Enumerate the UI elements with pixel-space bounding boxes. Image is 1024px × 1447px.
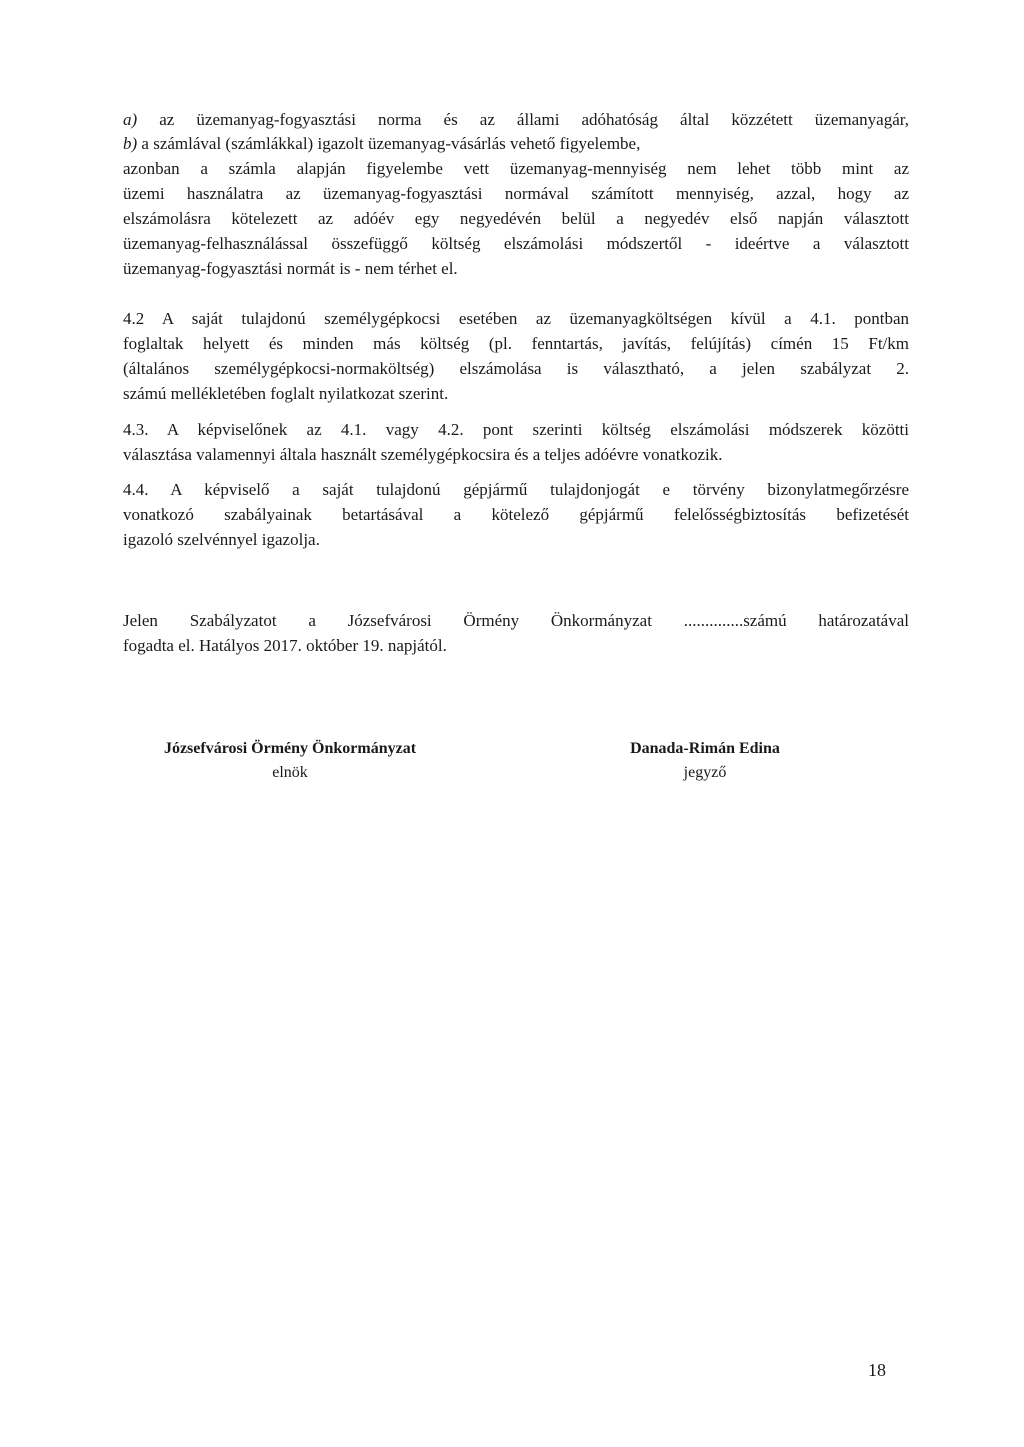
signatory-left-name: Józsefvárosi Örmény Önkormányzat: [163, 740, 417, 757]
section-4-4-line: igazoló szelvénnyel igazolja.: [123, 530, 320, 549]
page-number: 18: [868, 1360, 886, 1380]
body-line: üzemanyag-felhasználással összefüggő költség elszámolási módszertől - ideértve a választott: [123, 234, 909, 253]
body-line: elszámolásra kötelezett az adóév egy negyedévén belül a negyedév első napján választott: [123, 209, 909, 228]
item-b-text: a számlával (számlákkal) igazolt üzemanyag-vásárlás vehető figyelembe,: [137, 134, 641, 153]
item-a-text: az üzemanyag-fogyasztási norma és az állami adóhatóság által közzétett üzemanyagár,: [137, 110, 909, 129]
item-a-prefix: a): [123, 110, 138, 129]
section-4-2-line: (általános személygépkocsi-normaköltség) elszámolása is választható, a jelen szabályzat 2.: [123, 359, 909, 378]
adoption-line: fogadta el. Hatályos 2017. október 19. napjától.: [123, 636, 447, 655]
section-4-3-line: választása valamennyi általa használt személygépkocsira és a teljes adóévre vonatkozik.: [123, 445, 723, 464]
item-a-line: [123, 108, 909, 132]
adoption-line: Jelen Szabályzatot a Józsefvárosi Örmény Önkormányzat ..............számú határozatával: [123, 611, 909, 630]
section-4-3-line: 4.3. A képviselőnek az 4.1. vagy 4.2. pont szerinti költség elszámolási módszerek közötti: [123, 420, 909, 439]
signature-right: [595, 737, 815, 785]
signatory-right-name: Danada-Rimán Edina: [630, 740, 780, 757]
body-line: üzemi használatra az üzemanyag-fogyasztási normával számított mennyiség, azzal, hogy az: [123, 184, 909, 203]
signatory-left-role: elnök: [272, 764, 308, 781]
section-4-2-line: foglaltak helyett és minden más költség (pl. fenntartás, javítás, felújítás) címén 15 Ft/km: [123, 334, 909, 353]
body-line: üzemanyag-fogyasztási normát is - nem térhet el.: [123, 259, 458, 278]
item-b-prefix: b): [123, 134, 138, 153]
section-4-2-line: számú mellékletében foglalt nyilatkozat szerint.: [123, 384, 449, 403]
section-4-4-line: 4.4. A képviselő a saját tulajdonú gépjármű tulajdonjogát e törvény bizonylatmegőrzésre: [123, 480, 909, 499]
body-line: azonban a számla alapján figyelembe vett üzemanyag-mennyiség nem lehet több mint az: [123, 159, 909, 178]
section-4-4-line: vonatkozó szabályainak betartásával a kötelező gépjármű felelősségbiztosítás befizetését: [123, 505, 909, 524]
item-b-line: [123, 132, 909, 156]
section-4-2-line: 4.2 A saját tulajdonú személygépkocsi esetében az üzemanyagköltségen kívül a 4.1. pontban: [123, 309, 909, 328]
signature-left: [140, 737, 440, 785]
signatory-right-role: jegyző: [683, 764, 727, 781]
